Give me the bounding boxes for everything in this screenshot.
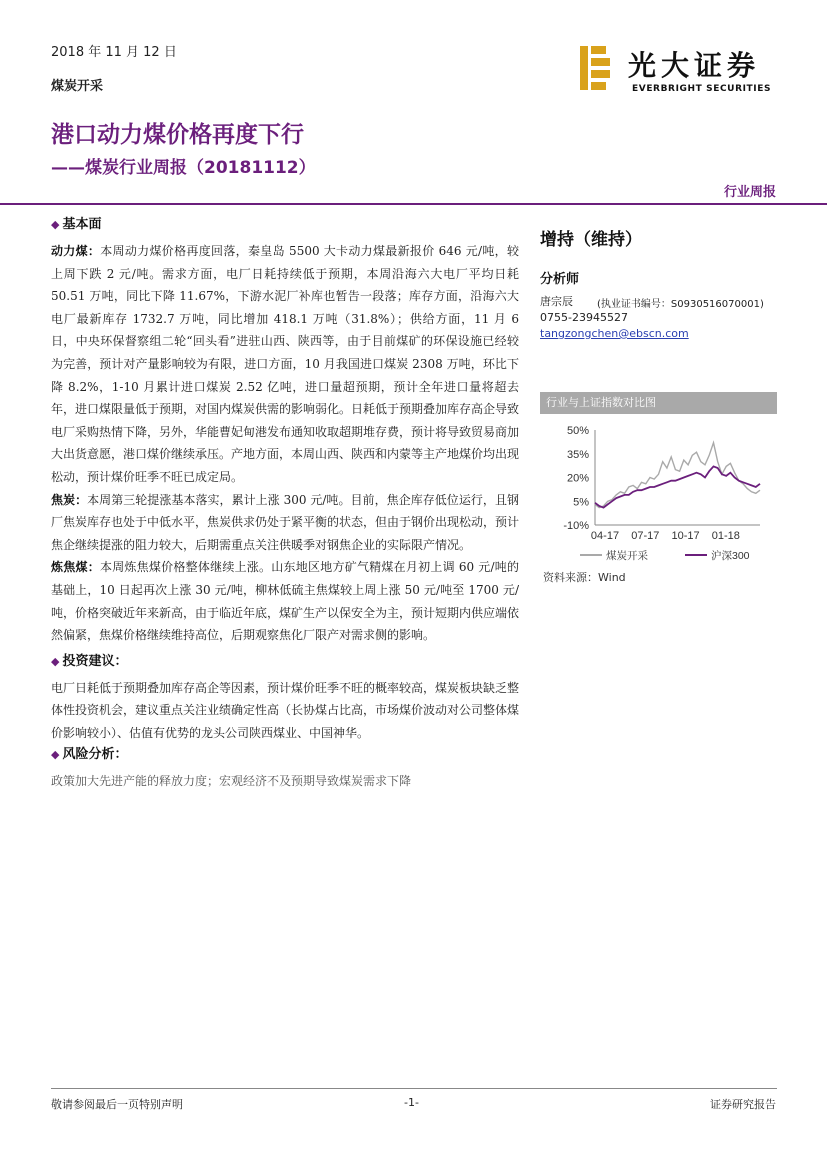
diamond-bullet-icon: ◆ [51, 654, 60, 668]
footer-divider [51, 1088, 777, 1089]
chart-title-bar: 行业与上证指数对比图 [540, 392, 777, 414]
coke-text: 本周第三轮提涨基本落实，累计上涨 300 元/吨。目前，焦企库存低位运行，且钢厂焦炭库存也处于中低水平，焦炭供求仍处于紧平衡的状态，但由于钢价出现松动，预计焦企继续提涨的阻力较大，后期需重点关注供暖季对钢焦企业的实际限产情况。 [51, 492, 520, 552]
section-advice-title: 投资建议： [62, 653, 128, 669]
everbright-logo-icon [580, 46, 610, 90]
x-tick-label: 01-18 [711, 530, 740, 542]
report-title: 港口动力煤价格再度下行 [51, 122, 304, 148]
x-tick-label: 10-17 [671, 530, 700, 542]
power-coal-text: 本周动力煤价格再度回落，秦皇岛 5500 大卡动力煤最新报价 646 元/吨，较上周下跌 2 元/吨。需求方面，电厂日耗持续低于预期，本周沿海六大电厂平均日耗 50.51 万吨，同比下降 11.67%，下游水泥厂补库也暂告一段落；库存方面，沿海六大电厂最新库存 1732.7 万吨，同比增加 418.1 万吨（31.8%）；供给方面，11 月 6 日，中央环保督察组二轮“回头看”进驻山西、陕西等，由于目前煤矿的环保设施已经较为完善，预计对产量影响较为有限，进口方面，10 月我国进口煤炭 2308 万吨，环比下降 8.2%，1-10 月累计进口煤炭 2.52 亿吨，进口量超预期，预计全年进口量将超去年，进口煤限量低于预期，对国内煤炭供需的影响弱化。日耗低于预期叠加库存高企导致电厂采购热情下降，另外，华能曹妃甸港发布通知收取超期堆存费，预计将导致贸易商加大出货意愿，港口煤价继续承压。产地方面，本周山西、陕西和内蒙等主产地煤价均出现松动，预计煤价旺季不旺已成定局。 [51, 244, 520, 484]
header-divider [0, 203, 827, 205]
brand-name-en: EVERBRIGHT SECURITIES [632, 84, 772, 94]
report-subtitle: ——煤炭行业周报（20181112） [51, 158, 316, 178]
x-tick-label: 07-17 [631, 530, 660, 542]
series-line-coal [595, 443, 760, 508]
report-date: 2018 年 11 月 12 日 [51, 45, 177, 60]
diamond-bullet-icon: ◆ [51, 218, 60, 231]
y-tick-label: 50% [566, 425, 589, 437]
power-coal-paragraph [51, 240, 519, 489]
legend-label: 煤炭开采 [606, 550, 648, 562]
report-type: 行业周报 [723, 185, 776, 200]
section-advice-head [51, 651, 519, 673]
sector-label: 煤炭开采 [51, 79, 104, 94]
section-risk-title: 风险分析： [62, 747, 128, 763]
power-coal-label: 动力煤： [51, 244, 101, 258]
analyst-certificate: (执业证书编号：S0930516070001) [597, 299, 764, 310]
coking-coal-text: 本周炼焦煤价格整体继续上涨。山东地区地方矿气精煤在月初上调 60 元/吨的基础上，10 日起再次上涨 30 元/吨，柳林低硫主焦煤较上周上涨 50 元/吨至 1700 元/吨，价格突破近年来新高，由于临近年底，煤矿生产以保安全为主，预计短期内供应端依然偏紧，焦煤价格继续维持高位，后期观察焦化厂限产对需求侧的影响。 [51, 560, 520, 643]
y-tick-label: 5% [573, 496, 589, 509]
y-tick-label: 35% [566, 448, 589, 461]
section-basic-title: 基本面 [62, 217, 102, 232]
analyst-name: 唐宗辰 [540, 295, 573, 308]
rating-label: 增持（维持） [540, 230, 642, 250]
legend-label: 沪深300 [711, 550, 750, 562]
section-risk-head [51, 744, 519, 766]
coking-coal-label: 炼焦煤： [51, 560, 100, 575]
advice-paragraph: 电厂日耗低于预期叠加库存高企等因素，预计煤价旺季不旺的概率较高，煤炭板块缺乏整体性投资机会，建议重点关注业绩确定性高（长协煤占比高，市场煤价波动对公司整体煤价影响较小）、估值有优势的龙头公司陕西煤业、中国神华。 [51, 680, 520, 740]
comparison-chart [540, 418, 777, 566]
main-content [51, 214, 519, 793]
coking-coal-paragraph [51, 556, 519, 646]
coke-paragraph [51, 489, 519, 557]
footer-disclaimer: 敬请参阅最后一页特别声明 [51, 1098, 183, 1111]
analyst-email-link[interactable]: tangzongchen@ebscn.com [540, 327, 689, 340]
x-tick-label: 04-17 [590, 530, 620, 542]
diamond-bullet-icon: ◆ [51, 748, 60, 762]
coke-label: 焦炭： [51, 492, 88, 507]
footer-report-label: 证券研究报告 [710, 1098, 776, 1111]
analyst-phone: 0755-23945527 [540, 311, 628, 324]
page-number: -1- [404, 1096, 419, 1109]
brand-name-cn: 光大证券 [628, 49, 761, 82]
risk-paragraph: 政策加大先进产能的释放力度；宏观经济不及预期导致煤炭需求下降 [51, 774, 412, 789]
y-tick-label: -10% [563, 520, 589, 532]
y-tick-label: 20% [566, 472, 589, 485]
analyst-heading: 分析师 [540, 272, 580, 287]
chart-source: 资料来源：Wind [543, 571, 626, 584]
section-basic-head [51, 214, 519, 236]
